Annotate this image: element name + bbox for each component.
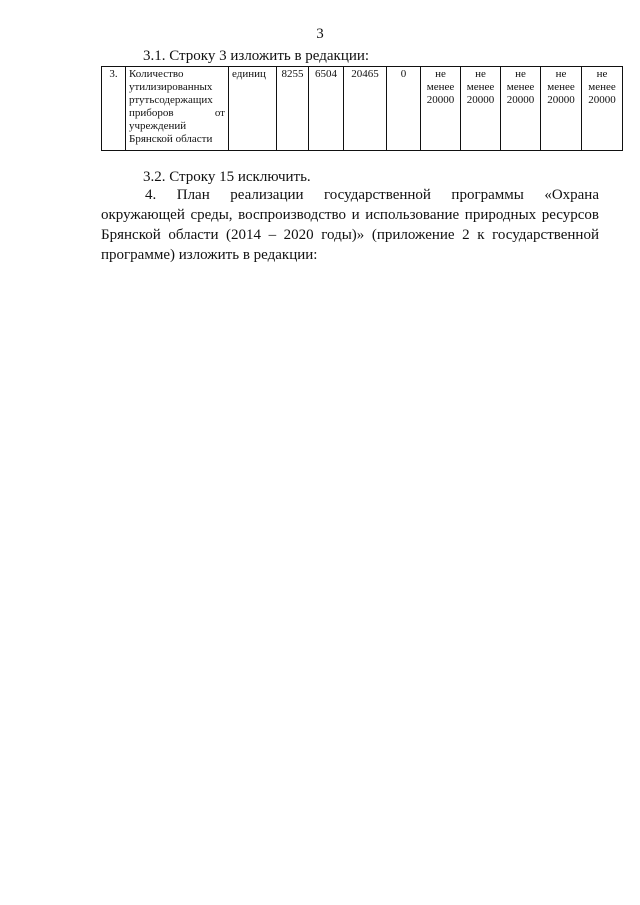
table-row bbox=[102, 67, 623, 151]
row-number: 3. bbox=[102, 67, 126, 151]
row-unit: единиц bbox=[229, 67, 277, 151]
row-value: 20465 bbox=[344, 67, 387, 151]
indicator-table bbox=[101, 66, 623, 151]
row-value: 0 bbox=[387, 67, 421, 151]
row-target: не менее 20000 bbox=[421, 67, 461, 151]
row-target: не менее 20000 bbox=[501, 67, 541, 151]
row-description: Количество утилизированных ртутьсодержащих приборов от учреждений Брянской области bbox=[126, 67, 229, 151]
section-3-2-text: 3.2. Строку 15 исключить. bbox=[143, 169, 311, 185]
row-target: не менее 20000 bbox=[461, 67, 501, 151]
row-value: 6504 bbox=[309, 67, 344, 151]
page-number: 3 bbox=[316, 26, 324, 42]
row-target: не менее 20000 bbox=[541, 67, 582, 151]
section-4-text: 4. План реализации государственной программы «Охрана окружающей среды, воспроизводство и использование природных ресурсов Брянской области (2014 – 2020 годы)» (приложение 2 к государственной программе) изложить в редакции: bbox=[101, 187, 599, 263]
section-3-1-heading: 3.1. Строку 3 изложить в редакции: bbox=[143, 48, 370, 64]
row-target: не менее 20000 bbox=[582, 67, 623, 151]
row-value: 8255 bbox=[277, 67, 309, 151]
